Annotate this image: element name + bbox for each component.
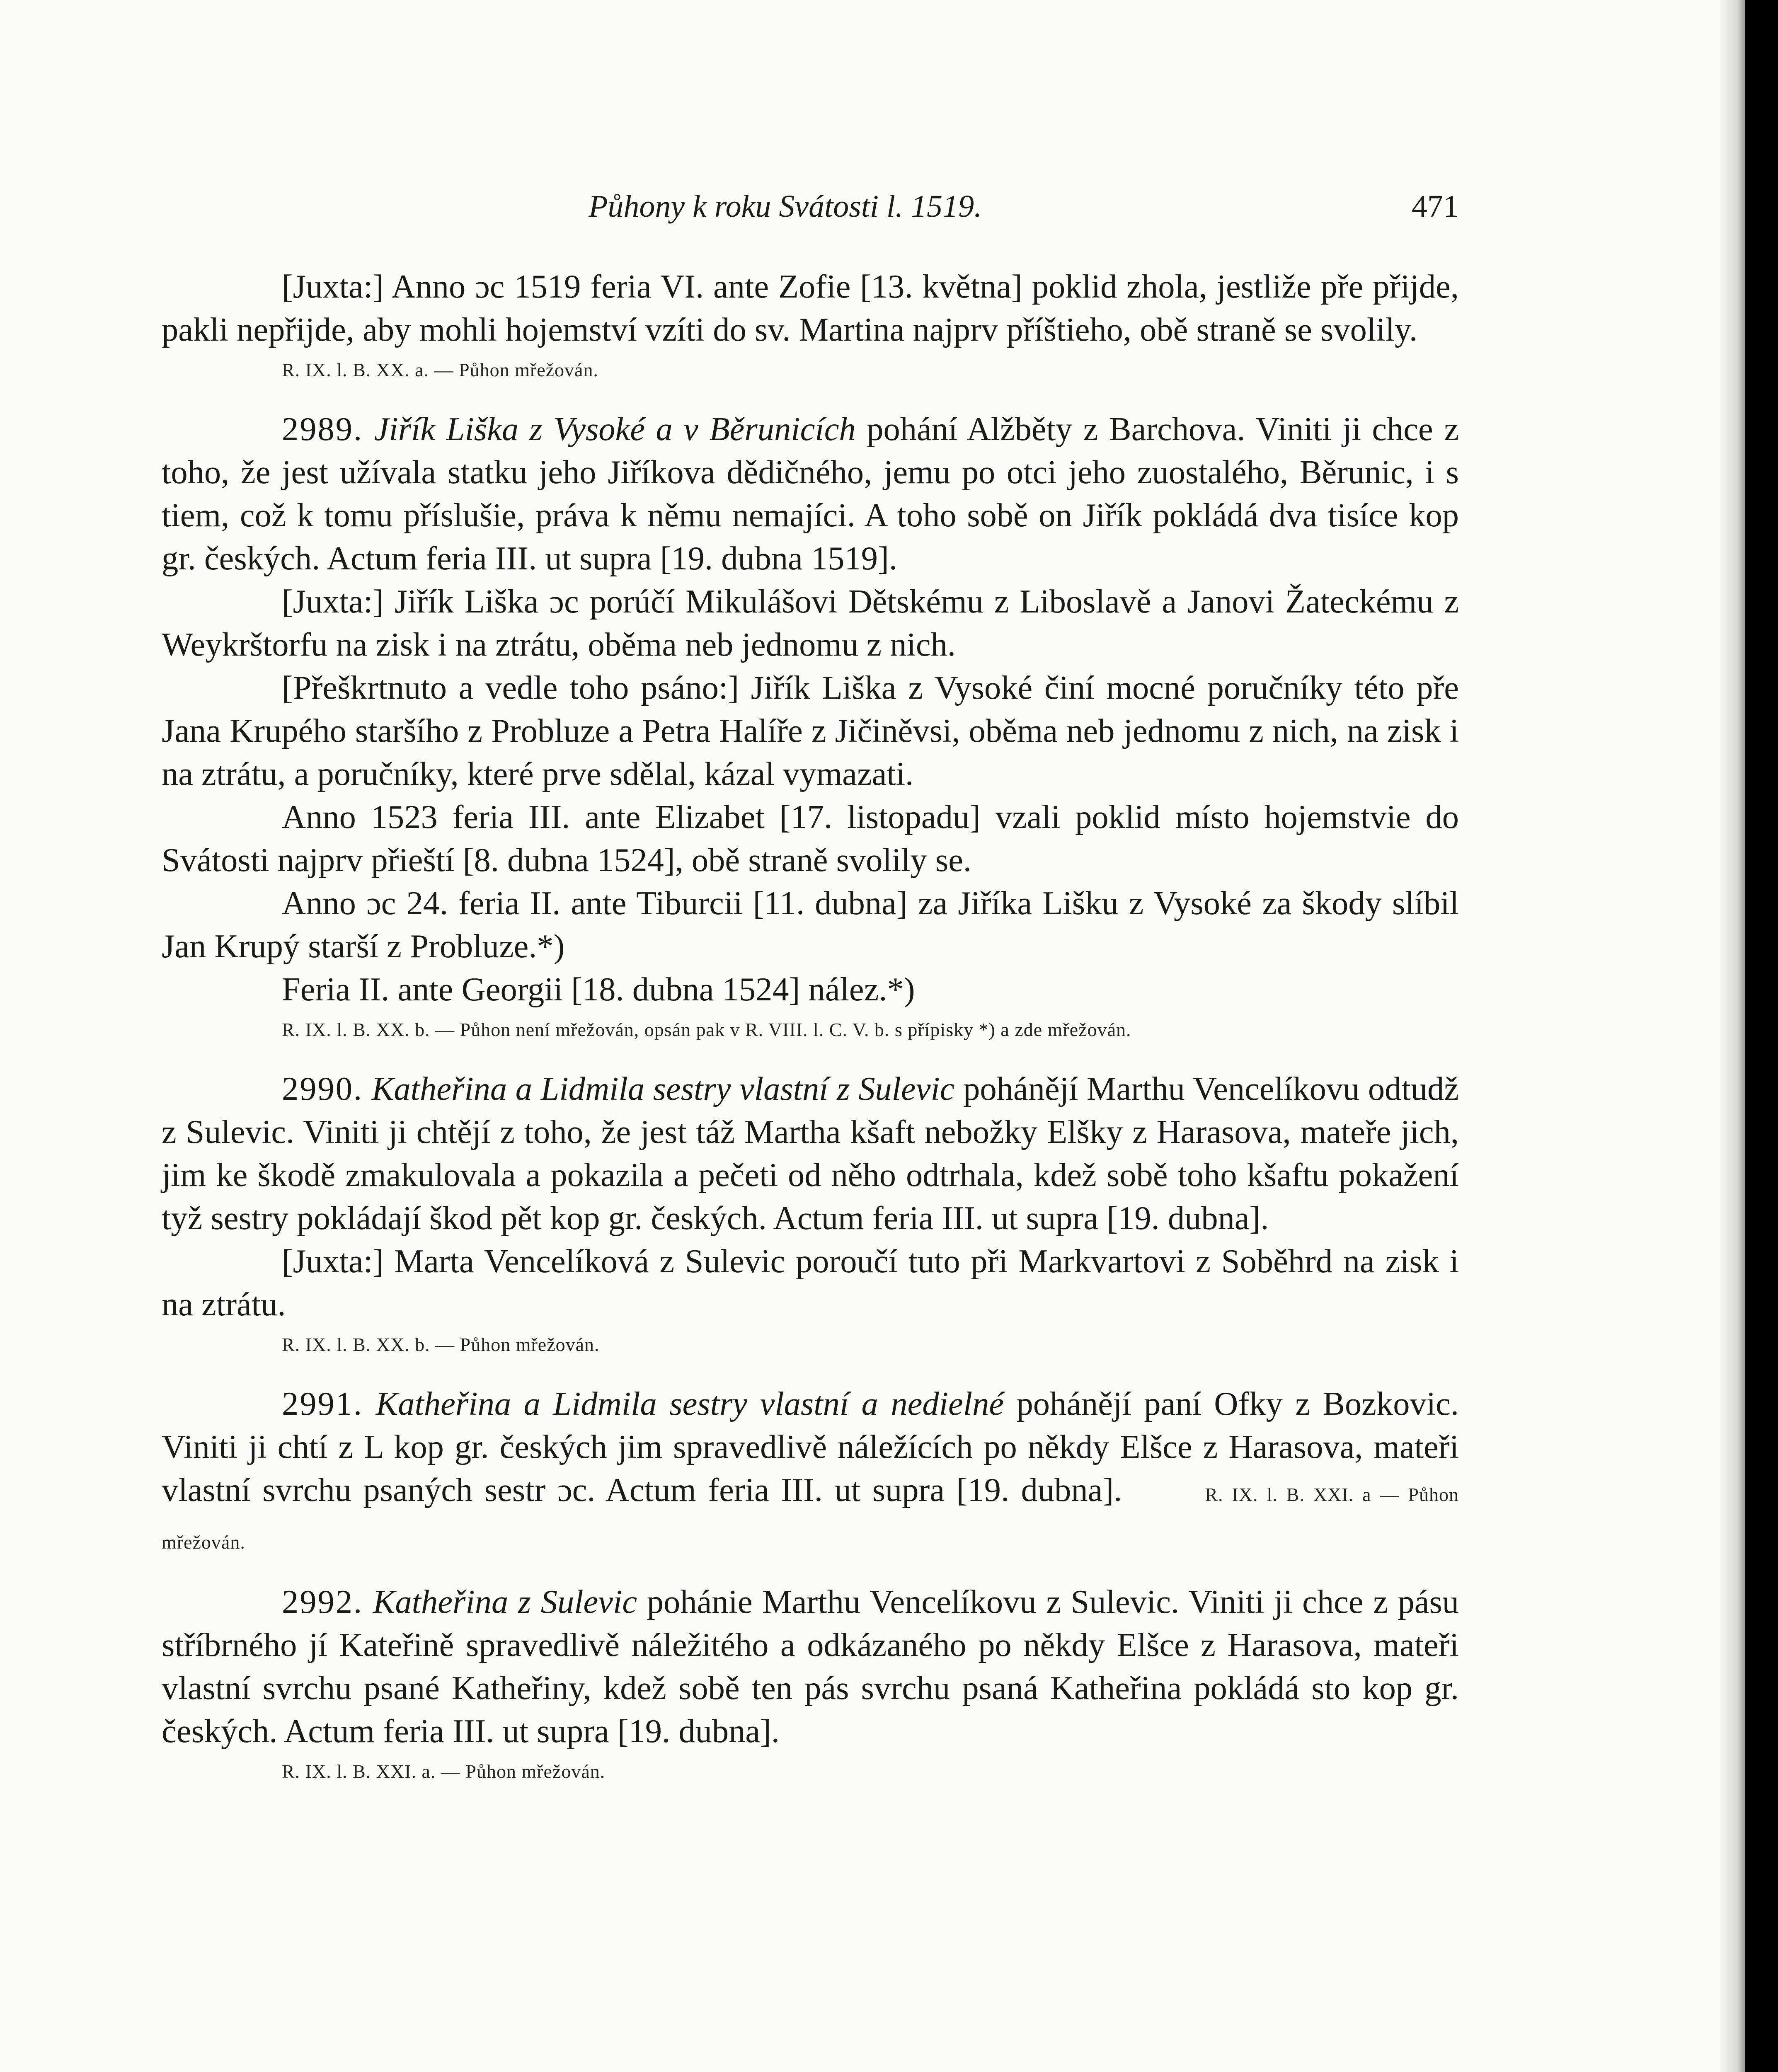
entry-2992	[162, 1581, 1459, 1753]
entry-2991	[162, 1382, 1459, 1564]
entry-text: pohánějí Marthu Vencelíkovu odtudž z Sulevic. Viniti ji chtějí z toho, že jest táž Martha kšaft nebožky Elšky z Harasova, mateře jich, jim ke škodě zmakulovala a pokazila a pečeti od něho odtrhala, kdež sobě toho kšaftu pokažení tyž sestry pokládají škod pět kop gr. českých. Actum feria III. ut supra [19. dubna].	[162, 1070, 1459, 1237]
entry-party: Katheřina z Sulevic	[373, 1583, 637, 1620]
entry-2990-juxta: [Juxta:] Marta Vencelíková z Sulevic poroučí tuto při Markvartovi z Soběhrd na zisk i na ztrátu.	[162, 1243, 1459, 1323]
entry-number: 2990.	[282, 1070, 363, 1107]
entry-number: 2989.	[282, 411, 363, 448]
entry-party: Katheřina a Lidmila sestry vlastní z Sulevic	[371, 1070, 955, 1107]
entry-2989-note-1524: Anno ɔc 24. feria II. ante Tiburcii [11. dubna] za Jiříka Lišku z Vysoké za škody slíbil Jan Krupý starší z Probluze.*)	[162, 885, 1459, 965]
source-reference-2988: R. IX. l. B. XX. a. — Půhon mřežován.	[282, 359, 598, 380]
body-text	[162, 265, 1459, 1809]
entry-party: Katheřina a Lidmila sestry vlastní a nedielné	[375, 1385, 1004, 1422]
entry-number: 2992.	[282, 1583, 363, 1620]
source-reference-2990: R. IX. l. B. XX. b. — Půhon mřežován.	[282, 1334, 600, 1355]
entry-text: pohánie Marthu Vencelíkovu z Sulevic. Viniti ji chce z pásu stříbrného jí Kateřině spravedlivě náležitého a odkázaného po někdy Elšce z Harasova, mateři vlastní svrchu psané Katheřiny, kdež sobě ten pás svrchu psaná Katheřina pokládá sto kop gr. českých. Actum feria III. ut supra [19. dubna].	[162, 1583, 1459, 1750]
entry-text: pohání Alžběty z Barchova. Viniti ji chce z toho, že jest užívala statku jeho Jiříkova dědičného, jemu po otci jeho zuostalého, Běrunic, i s tiem, což k tomu příslušie, práva k němu nemajíci. A toho sobě on Jiřík pokládá dva tisíce kop gr. českých. Actum feria III. ut supra [19. dubna 1519].	[162, 411, 1459, 577]
source-reference-2989: R. IX. l. B. XX. b. — Půhon není mřežován, opsán pak v R. VIII. l. C. V. b. s přípisky *) a zde mřežován.	[282, 1019, 1131, 1040]
page-edge-shadow	[1720, 0, 1745, 2072]
entry-2989-verdict: Feria II. ante Georgii [18. dubna 1524] nález.*)	[282, 971, 915, 1008]
entry-2990	[162, 1067, 1459, 1240]
entry-text: pohánějí paní Ofky z Bozkovic. Viniti ji chtí z L kop gr. českých jim spravedlivě náležících po někdy Elšce z Harasova, mateři vlastní svrchu psaných sestr ɔc. Actum feria III. ut supra [19. dubna].	[162, 1385, 1459, 1508]
source-reference-2991: R. IX. l. B. XXI. a — Půhon mřežován.	[162, 1484, 1459, 1553]
juxta-paragraph-2988: [Juxta:] Anno ɔc 1519 feria VI. ante Zofie [13. května] poklid zhola, jestliže pře přijde, pakli nepřijde, aby mohli hojemství vzíti do sv. Martina najprv příštieho, obě straně se svolily.	[162, 268, 1459, 348]
entry-2989-note-1523: Anno 1523 feria III. ante Elizabet [17. listopadu] vzali poklid místo hojemstvie do Svátosti najprv přieští [8. dubna 1524], obě straně svolily se.	[162, 799, 1459, 879]
entry-2989-crossed-out: [Přeškrtnuto a vedle toho psáno:] Jiřík Liška z Vysoké činí mocné poručníky této pře Jana Krupého staršího z Probluze a Petra Halíře z Jičiněvsi, oběma neb jednomu z nich, na zisk i na ztrátu, a poručníky, které prve sdělal, kázal vymazati.	[162, 669, 1459, 792]
page-header	[0, 189, 1745, 234]
running-title: Půhony k roku Svátosti l. 1519.	[589, 189, 982, 224]
entry-number: 2991.	[282, 1385, 363, 1422]
page-number: 471	[1412, 189, 1459, 224]
entry-party: Jiřík Liška z Vysoké a v Běrunicích	[374, 411, 856, 448]
source-reference-2992: R. IX. l. B. XXI. a. — Půhon mřežován.	[282, 1761, 606, 1782]
entry-2989	[162, 408, 1459, 580]
entry-2989-juxta: [Juxta:] Jiřík Liška ɔc porúčí Mikulášovi Dětskému z Liboslavě a Janovi Žateckému z Weykrštorfu na zisk i na ztrátu, oběma neb jednomu z nich.	[162, 583, 1459, 663]
